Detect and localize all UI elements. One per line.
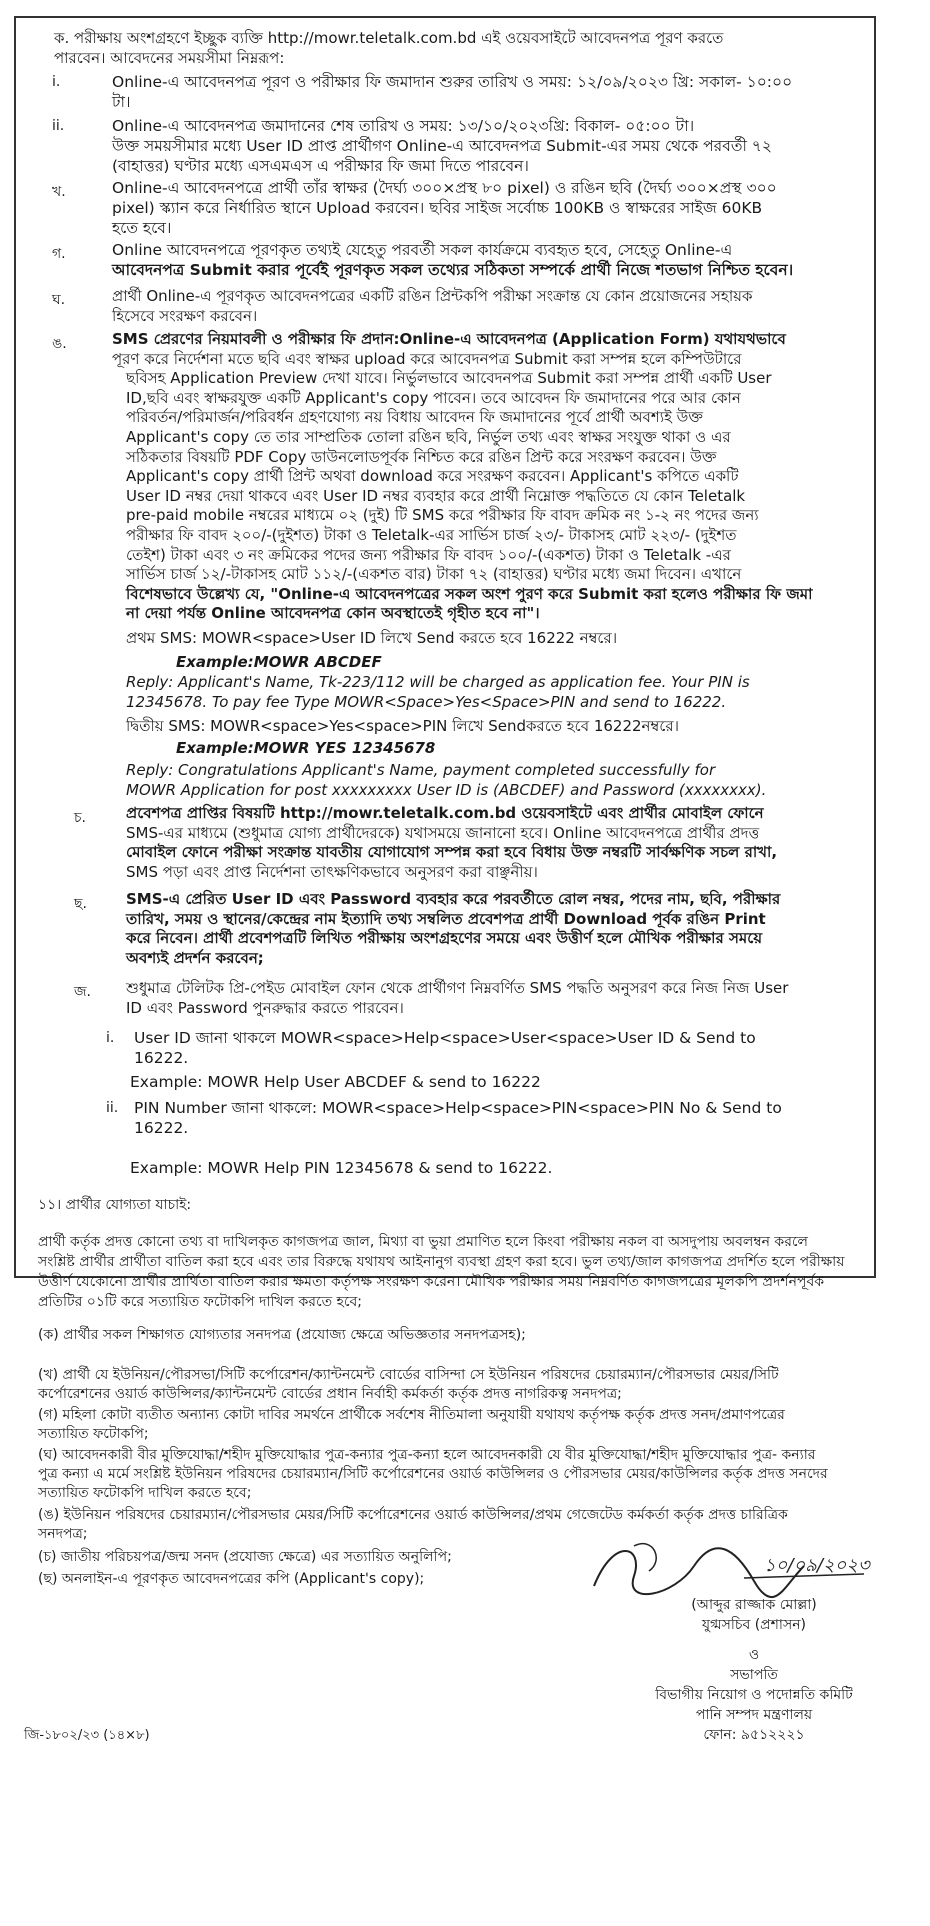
recover-pin: PIN Number জানা থাকলে: MOWR<space>Help<space>PIN<space>PIN No & Send to 16222. xyxy=(134,1099,782,1137)
marker: জ. xyxy=(74,984,91,1000)
doc-item-chha: (ছ) অনলাইন-এ পূরণকৃত আবেদনপত্রের কপি (Applicant's copy); xyxy=(38,1571,425,1587)
notice-page xyxy=(14,16,910,1906)
section-11-paragraph: প্রার্থী কর্তৃক প্রদত্ত কোনো তথ্য বা দাখিলকৃত কাগজপত্র জাল, মিথ্যা বা ভুয়া প্রমাণিত হলে কিংবা পরীক্ষায় নকল বা অসদুপায় অবলম্বন করলে সংশ্লিষ্ট প্রার্থীর প্রার্থীতা বাতিল করা হবে এবং তার বিরুদ্ধে যথাযথ আইনানুগ ব্যবস্থা গ্রহণ করা হবে। ভুল তথ্য/জাল কাগজপত্র প্রদর্শিত হলে পরীক্ষায় উত্তীর্ণ যেকোনো প্রার্থীর প্রার্থিতা বাতিল করার ক্ষমতা কর্তৃপক্ষ সংরক্ষণ করেন। মৌখিক পরীক্ষার সময় নিম্নবর্ণিত কাগজপত্রের মূলকপি প্রদর্শনপূর্বক প্রতিটির ০১টি করে সত্যায়িত ফটোকপি দাখিল করতে হবে; xyxy=(38,1234,845,1310)
sms1-reply: Reply: Applicant's Name, Tk-223/112 will be charged as application fee. Your PIN is 12345678. To pay fee Type MOWR<Space>Yes<Space>PIN and send to 16222. xyxy=(126,673,750,711)
sms1-line: প্রথম SMS: MOWR<space>User ID লিখে Send করতে হবে 16222 নম্বরে। xyxy=(126,629,618,647)
signatory-name: (আব্দুর রাজ্জাক মোল্লা) xyxy=(691,1597,817,1613)
sms2-reply: Reply: Congratulations Applicant's Name, payment completed successfully for MOWR Application for post xxxxxxxxx User ID is (ABCDEF) and Password (xxxxxxxx). xyxy=(126,761,767,799)
marker: ছ. xyxy=(74,896,87,912)
item-i: Online-এ আবেদনপত্র পূরণ ও পরীক্ষার ফি জমাদান শুরুর তারিখ ও সময়: ১২/০৯/২০২৩ খ্রি: সকাল- ১০:০০ টা। xyxy=(112,73,793,111)
marker: ii. xyxy=(106,1100,119,1116)
signatory-role: সভাপতি xyxy=(730,1667,778,1683)
doc-item-cha: (চ) জাতীয় পরিচয়পত্র/জন্ম সনদ (প্রযোজ্য ক্ষেত্রে) এর সত্যায়িত অনুলিপি; xyxy=(38,1549,452,1565)
marker: ঙ. xyxy=(52,336,67,352)
item-gha: প্রার্থী Online-এ পূরণকৃত আবেদনপত্রের একটি রঙিন প্রিন্টকপি পরীক্ষা সংক্রান্ত যে কোন প্রয়োজনের সহায়ক হিসেবে সংরক্ষণ করবেন। xyxy=(112,287,753,325)
signatory-phone: ফোন: ৯৫১২২২১ xyxy=(703,1727,805,1743)
doc-item-kha: (খ) প্রার্থী যে ইউনিয়ন/পৌরসভা/সিটি কর্পোরেশন/ক্যান্টনমেন্ট বোর্ডের বাসিন্দা সে ইউনিয়ন পরিষদের চেয়ারম্যান/পৌরসভার মেয়র/সিটি কর্পোরেশনের ওয়ার্ড কাউন্সিলর/ক্যান্টনমেন্ট বোর্ডের প্রধান নির্বাহী কর্মকর্তা কর্তৃক প্রদত্ত নাগরিকত্ব সনদপত্র; xyxy=(38,1367,779,1402)
signatory-designation: যুগ্মসচিব (প্রশাসন) xyxy=(701,1617,807,1633)
recover-user-id: User ID জানা থাকলে MOWR<space>Help<space>User<space>User ID & Send to 16222. Example: MOWR Help User ABCDEF & send to 16222 xyxy=(130,1029,756,1091)
item-cha: প্রবেশপত্র প্রাপ্তির বিষয়টি http://mowr.teletalk.com.bd ওয়েবসাইটে এবং প্রার্থীর মোবাইল ফোনে SMS-এর মাধ্যমে (শুধুমাত্র যোগ্য প্রার্থীদেরকে) যথাসময়ে জানানো হবে। Online আবেদনপত্রে প্রার্থীর প্রদত্ত মোবাইল ফোনে পরীক্ষা সংক্রান্ত যাবতীয় যোগাযোগ সম্পন্ন করা হবে বিধায় উক্ত নম্বরটি সার্বক্ষণিক সচল রাখা, SMS পড়া এবং প্রাপ্ত নির্দেশনা তাৎক্ষণিকভাবে অনুসরণ করা বাঞ্ছনীয়। xyxy=(126,804,778,881)
signatory-committee: বিভাগীয় নিয়োগ ও পদোন্নতি কমিটি xyxy=(655,1687,853,1703)
doc-item-ga: (গ) মহিলা কোটা ব্যতীত অন্যান্য কোটা দাবির সমর্থনে প্রার্থীকে সর্বশেষ নীতিমালা অনুযায়ী যথাযথ কর্তৃপক্ষ কর্তৃক প্রদত্ত সনদ/প্রমাণপত্রের সত্যায়িত ফটোকপি; xyxy=(38,1407,785,1442)
marker: i. xyxy=(52,74,61,90)
marker: i. xyxy=(106,1030,115,1046)
svg-text:১০/০৯/২০২৩: ১০/০৯/২০২৩ xyxy=(764,1555,870,1576)
item-ja: শুধুমাত্র টেলিটক প্রি-পেইড মোবাইল ফোন থেকে প্রার্থীগণ নিম্নবর্ণিত SMS পদ্ধতি অনুসরণ করে নিজ নিজ User ID এবং Password পুনরুদ্ধার করতে পারবেন। xyxy=(126,979,789,1017)
item-uma: SMS প্রেরণের নিয়মাবলী ও পরীক্ষার ফি প্রদান:Online-এ আবেদনপত্র (Application Form) যথাযথভাবে পূরণ করে নির্দেশনা মতে ছবি এবং স্বাক্ষর upload করে আবেদনপত্র Submit করা সম্পন্ন হলে কম্পিউটারে ছবিসহ Application Preview দেখা যাবে। নির্ভুলভাবে আবেদনপত্র Submit করা সম্পন্ন প্রার্থী একটি User ID,ছবি এবং স্বাক্ষরযুক্ত একটি Applicant's copy পাবেন। তবে আবেদন ফি জমাদানের পরে আর কোন পরিবর্তন/পরিমার্জন/পরিবর্ধন গ্রহণযোগ্য নয় বিধায় আবেদন ফি জমাদানের পূর্বে প্রার্থী অবশ্যই উক্ত Applicant's copy তে তার সাম্প্রতিক তোলা রঙিন ছবি, নির্ভুল তথ্য এবং স্বাক্ষর সংযুক্ত থাকা ও এর সঠিকতার বিষয়টি PDF Copy ডাউনলোডপূর্বক নিশ্চিত করে রঙিন প্রিন্ট করে সংরক্ষণ করবেন। উক্ত Applicant's copy প্রার্থী প্রিন্ট অথবা download করে সংরক্ষণ করবেন। Applicant's কপিতে একটি User ID নম্বর দেয়া থাকবে এবং User ID নম্বর ব্যবহার করে প্রার্থী নিম্নোক্ত পদ্ধতিতে যে কোন Teletalk pre-paid mobile নম্বরের মাধ্যমে ০২ (দুই) টি SMS করে পরীক্ষার ফি বাবদ ক্রমিক নং ১-২ নং পদের জন্য পরীক্ষার ফি বাবদ ২০০/-(দুইশত) টাকা ও Teletalk-এর সার্ভিস চার্জ ২৩/- টাকাসহ মোট ২২৩/- (দুইশত তেইশ) টাকা এবং ৩ নং ক্রমিকের পদের জন্য পরীক্ষার ফি বাবদ ১০০/-(একশত) টাকা ও Teletalk -এর সার্ভিস চার্জ ১২/-টাকাসহ মোট ১১২/-(একশত বার) টাকা ৭২ (বাহাত্তর) ঘণ্টার মধ্যে জমা দিবেন। এখানে বিশেষভাবে উল্লেখ্য যে, "Online-এ আবেদনপত্রের সকল অংশ পুরণ করে Submit করা হলেও পরীক্ষার ফি জমা না দেয়া পর্যন্ত Online আবেদনপত্র কোন অবস্থাতেই গৃহীত হবে না"। xyxy=(112,330,813,623)
doc-item-ka: (ক) প্রার্থীর সকল শিক্ষাগত যোগ্যতার সনদপত্র (প্রযোজ্য ক্ষেত্রে অভিজ্ঞতার সনদপত্রসহ); xyxy=(38,1327,526,1343)
footer-code: জি-১৮০২/২৩ (১৪×৮) xyxy=(24,1728,150,1743)
sms2-example: Example:MOWR YES 12345678 xyxy=(176,739,436,757)
item-ii: Online-এ আবেদনপত্র জমাদানের শেষ তারিখ ও সময়: ১৩/১০/২০২৩খ্রি: বিকাল- ০৫:০০ টা। উক্ত সময়সীমার মধ্যে User ID প্রাপ্ত প্রার্থীগণ Online-এ আবেদনপত্র Submit-এর সময় থেকে পরবর্তী ৭২ (বাহাত্তর) ঘণ্টার মধ্যে এসএমএস এ পরীক্ষার ফি জমা দিতে পারবেন। xyxy=(112,117,772,175)
marker: চ. xyxy=(74,810,87,826)
signatory-ministry: পানি সম্পদ মন্ত্রণালয় xyxy=(695,1707,813,1723)
marker: ঘ. xyxy=(52,292,66,308)
doc-item-gha: (ঘ) আবেদনকারী বীর মুক্তিযোদ্ধা/শহীদ মুক্তিযোদ্ধার পুত্র-কন্যার পুত্র-কন্যা হলে আবেদনকারী যে বীর মুক্তিযোদ্ধা/শহীদ মুক্তিযোদ্ধার পুত্র- কন্যার পুত্র কন্যা এ মর্মে সংশ্লিষ্ট ইউনিয়ন পরিষদের চেয়ারম্যান/সিটি কর্পোরেশনের ওয়ার্ড কাউন্সিলর ও পৌরসভার মেয়র/কাউন্সিলর কর্তৃক প্রদত্ত সনদের সত্যায়িত ফটোকপি দাখিল করতে হবে; xyxy=(38,1447,828,1501)
section-11-heading: ১১। প্রার্থীর যোগ্যতা যাচাই: xyxy=(38,1197,192,1213)
signatory-and: ও xyxy=(748,1647,760,1663)
text-line: ক. পরীক্ষায় অংশগ্রহণে ইচ্ছুক ব্যক্তি http://mowr.teletalk.com.bd এই ওয়েবসাইটে আবেদনপত্র পূরণ করতে xyxy=(54,29,724,47)
marker: ii. xyxy=(52,118,65,134)
item-chha: SMS-এ প্রেরিত User ID এবং Password ব্যবহার করে পরবর্তীতে রোল নম্বর, পদের নাম, ছবি, পরীক্ষার তারিখ, সময় ও স্থানের/কেন্দ্রের নাম ইত্যাদি তথ্য সম্বলিত প্রবেশপত্র প্রার্থী Download পূর্বক রঙিন Print করে নিবেন। প্রার্থী প্রবেশপত্রটি লিখিত পরীক্ষায় অংশগ্রহণের সময়ে এবং উত্তীর্ণ হলে মৌখিক পরীক্ষার সময়ে অবশ্যই প্রদর্শন করবেন; xyxy=(126,890,781,967)
text-line: পারবেন। আবেদনের সময়সীমা নিম্নরূপ: xyxy=(54,49,285,67)
marker: খ. xyxy=(52,184,66,200)
doc-item-uma: (ঙ) ইউনিয়ন পরিষদের চেয়ারম্যান/পৌরসভার মেয়র/সিটি কর্পোরেশনের ওয়ার্ড কাউন্সিলর/প্রথম গেজেটেড কর্মকর্তা কর্তৃক প্রদত্ত চারিত্রিক সনদপত্র; xyxy=(38,1507,788,1542)
marker: গ. xyxy=(52,246,66,262)
item-ga: Online আবেদনপত্রে পূরণকৃত তথ্যই যেহেতু পরবর্তী সকল কার্যক্রমে ব্যবহৃত হবে, সেহেতু Online-এ আবেদনপত্র Submit করার পূর্বেই পূরণকৃত সকল তথ্যের সঠিকতা সম্পর্কে প্রার্থী নিজে শতভাগ নিশ্চিত হবেন। xyxy=(112,241,794,279)
item-kha: Online-এ আবেদনপত্রে প্রার্থী তাঁর স্বাক্ষর (দৈর্ঘ্য ৩০০×প্রস্থ ৮০ pixel) ও রঙিন ছবি (দৈর্ঘ্য ৩০০×প্রস্থ ৩০০ pixel) স্ক্যান করে নির্ধারিত স্থানে Upload করবেন। ছবির সাইজ সর্বোচ্চ 100KB ও স্বাক্ষরের সাইজ 60KB হতে হবে। xyxy=(112,179,777,237)
sms2-line: দ্বিতীয় SMS: MOWR<space>Yes<space>PIN লিখে Sendকরতে হবে 16222নম্বরে। xyxy=(126,717,679,735)
sms1-example: Example:MOWR ABCDEF xyxy=(176,653,382,671)
item-ka xyxy=(54,28,864,68)
recover-pin-example: Example: MOWR Help PIN 12345678 & send to 16222. xyxy=(130,1159,553,1177)
signature-scribble xyxy=(574,1526,874,1606)
